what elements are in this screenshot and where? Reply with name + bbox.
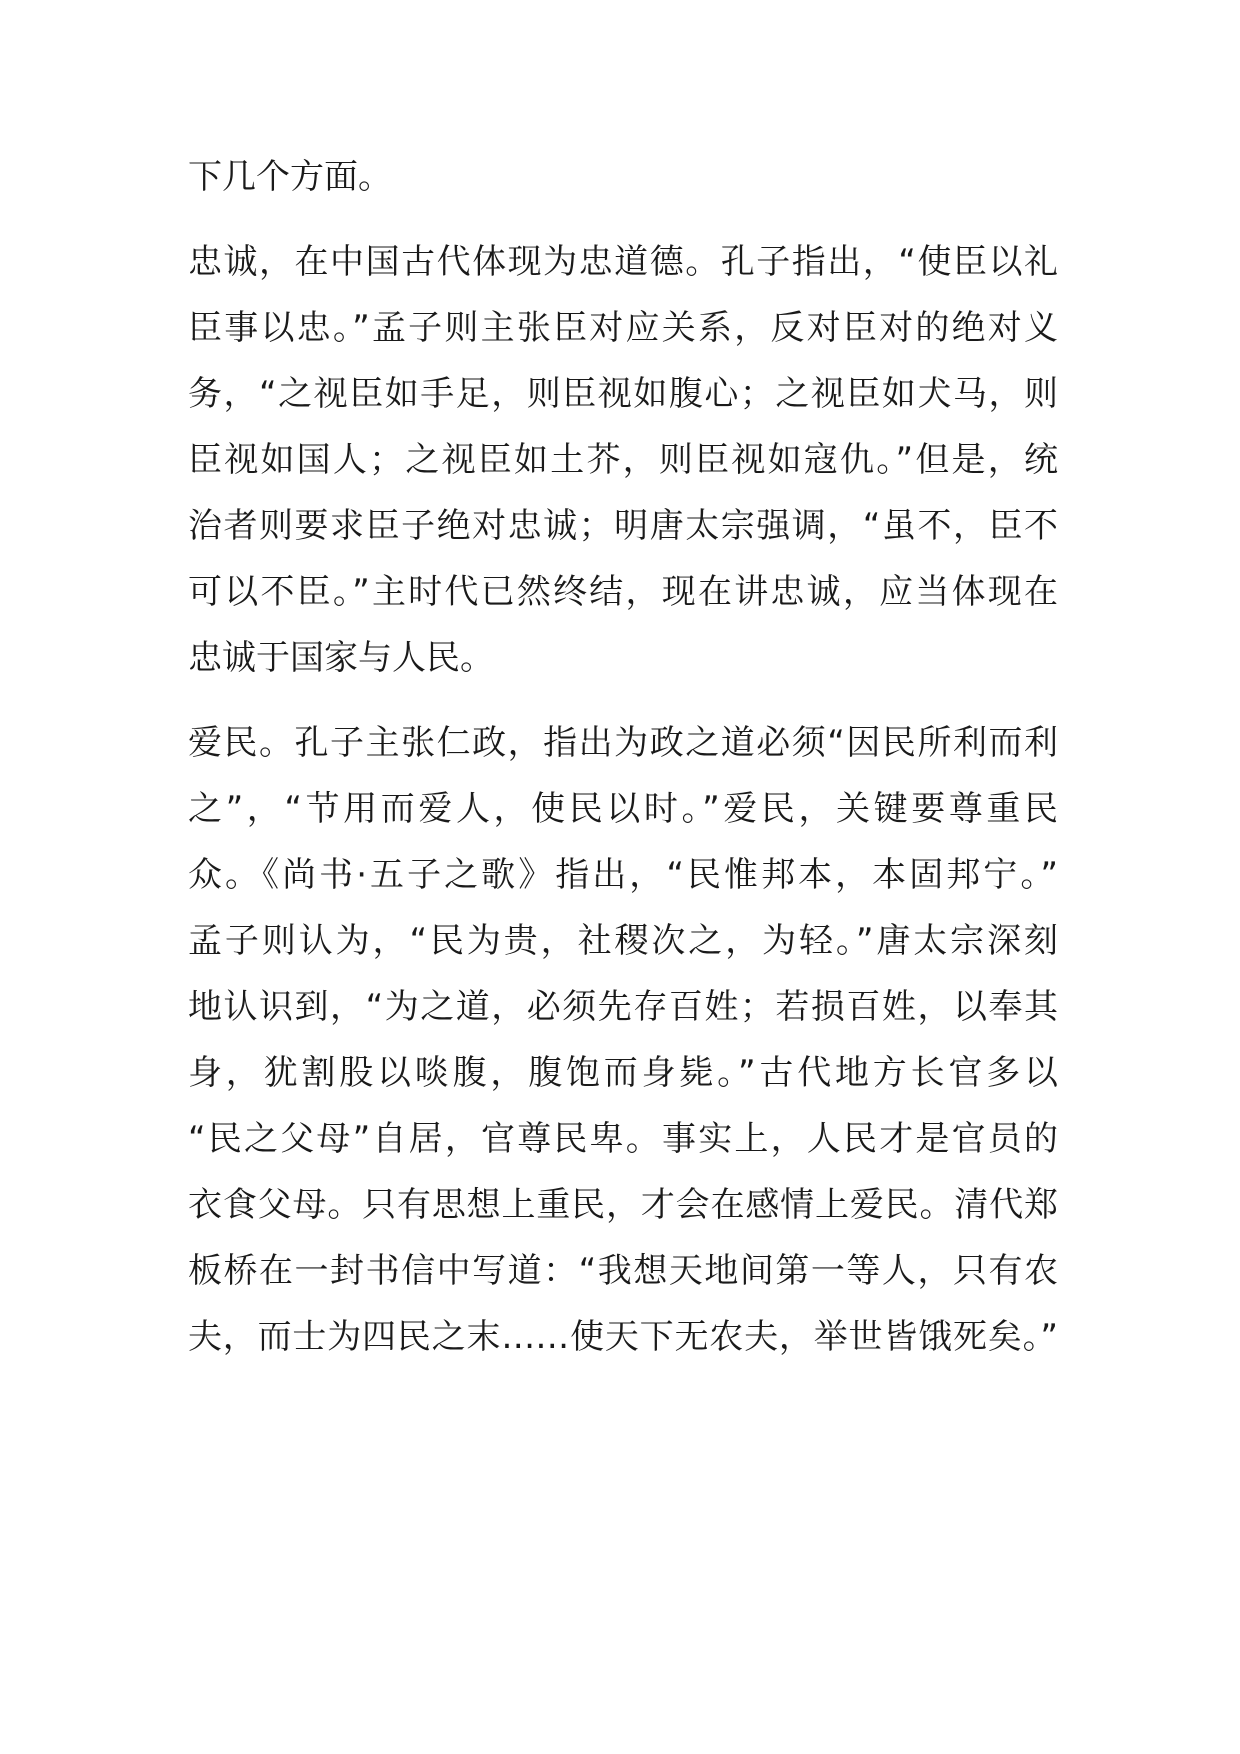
text-line: 臣事以忠。”孟子则主张臣对应关系，反对臣对的绝对义	[188, 308, 1058, 348]
text-line: 臣视如国人；之视臣如土芥，则臣视如寇仇。”但是，统	[188, 440, 1058, 480]
text-line: 治者则要求臣子绝对忠诚；明唐太宗强调，“虽不，臣不	[188, 506, 1058, 546]
text-line: 务，“之视臣如手足，则臣视如腹心；之视臣如犬马，则	[188, 374, 1058, 414]
text-line: 之”，“节用而爱人，使民以时。”爱民，关键要尊重民	[188, 789, 1058, 829]
text-line: 爱民。孔子主张仁政，指出为政之道必须“因民所利而利	[188, 723, 1058, 763]
text-line: 板桥在一封书信中写道：“我想天地间第一等人，只有农	[188, 1251, 1058, 1291]
text-line: “民之父母”自居，官尊民卑。事实上，人民才是官员的	[188, 1119, 1058, 1159]
text-line: 可以不臣。”主时代已然终结，现在讲忠诚，应当体现在	[188, 572, 1058, 612]
text-line: 身，犹割股以啖腹，腹饱而身毙。”古代地方长官多以	[188, 1053, 1058, 1093]
text-line: 众。《尚书·五子之歌》指出，“民惟邦本，本固邦宁。”	[188, 855, 1058, 895]
text-line: 夫，而士为四民之末……使天下无农夫，举世皆饿死矣。”	[188, 1317, 1058, 1357]
text-line: 忠诚，在中国古代体现为忠道德。孔子指出，“使臣以礼	[188, 242, 1058, 282]
text-line: 衣食父母。只有思想上重民，才会在感情上爱民。清代郑	[188, 1185, 1058, 1225]
text-line: 孟子则认为，“民为贵，社稷次之，为轻。”唐太宗深刻	[188, 921, 1058, 961]
text-line: 地认识到，“为之道，必须先存百姓；若损百姓，以奉其	[188, 987, 1058, 1027]
text-line: 忠诚于国家与人民。	[188, 638, 494, 678]
text-line: 下几个方面。	[188, 157, 392, 197]
